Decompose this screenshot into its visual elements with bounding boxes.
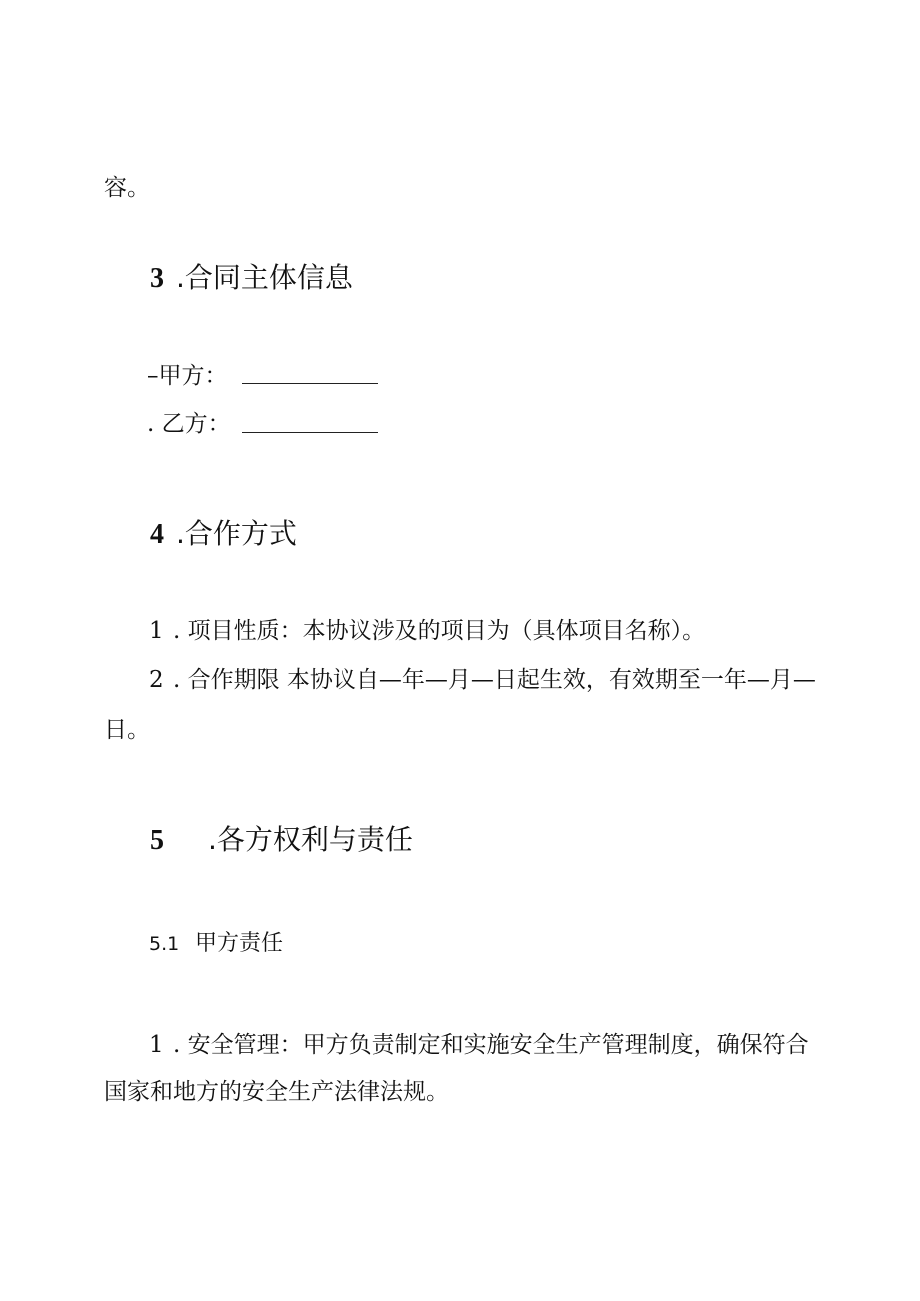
item-text: . 合作期限 本协议自—年—月—日起生效，有效期至一年—月— <box>173 667 816 693</box>
subsection-number: 5.1 <box>149 933 180 955</box>
list-item-continuation: 日。 <box>104 717 150 743</box>
item-number: 2 <box>149 667 164 693</box>
section-number: 4 <box>150 519 164 550</box>
item-text: . 项目性质：本协议涉及的项目为（具体项目名称）。 <box>173 618 706 644</box>
list-item <box>149 616 705 646</box>
subsection-heading-5-1 <box>149 929 283 959</box>
list-item <box>149 1030 809 1060</box>
party-a-blank <box>242 383 378 384</box>
section-title: .合作方式 <box>176 517 297 550</box>
list-item-continuation: 国家和地方的安全生产法律法规。 <box>104 1079 449 1105</box>
section-heading-4 <box>150 516 297 553</box>
section-heading-3 <box>150 260 353 297</box>
item-text: . 安全管理：甲方负责制定和实施安全生产管理制度，确保符合 <box>173 1032 809 1058</box>
subsection-title: 甲方责任 <box>195 931 284 956</box>
section-title: .合同主体信息 <box>176 261 353 294</box>
section-title: .各方权利与责任 <box>208 823 413 856</box>
section-heading-5 <box>150 822 413 859</box>
item-number: 1 <box>149 1032 164 1058</box>
item-number: 1 <box>149 618 164 644</box>
party-b-blank <box>242 432 378 433</box>
party-b-label: . 乙方： <box>147 411 231 437</box>
list-item <box>149 665 816 695</box>
party-a-label: –甲方： <box>147 363 228 389</box>
section-number: 3 <box>150 263 164 294</box>
section-number: 5 <box>150 825 164 856</box>
continuation-text: 容。 <box>104 175 150 201</box>
